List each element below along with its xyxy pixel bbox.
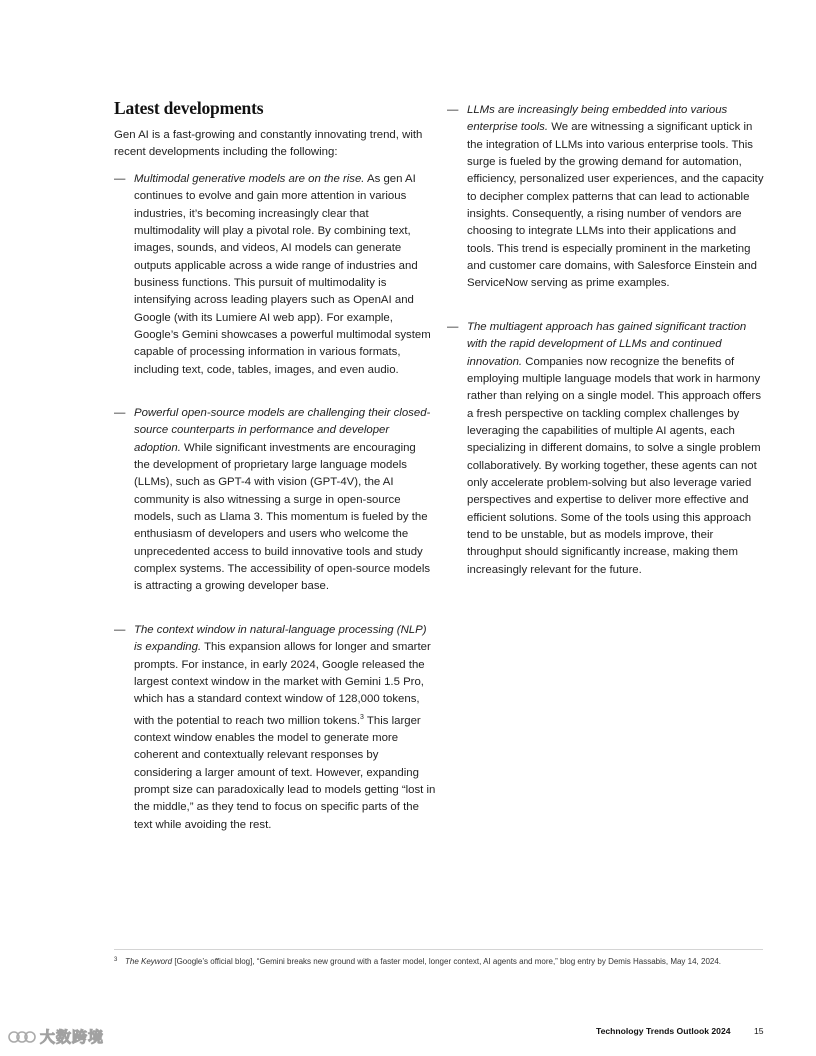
section-heading: Latest developments: [114, 98, 264, 118]
bullet-body: Companies now recognize the benefits of employing multiple language models that work in harmony rather than relying on a single model. This approach offers a fresh perspective on tackling complex challenges by leveraging the capabilities of multiple AI agents, each specializing in different domains, to solve a single problem collaboratively. By working together, these agents can not only accelerate problem-solving but also leverage varied perspectives and expertise to deliver more effective and efficient solutions. Some of the tools using this approach tend to be unstable, but as models improve, their throughput should significantly increase, making them increasingly relevant for the future.: [467, 355, 762, 576]
footnote-divider: [114, 949, 763, 950]
publication-title: Technology Trends Outlook 2024: [596, 1026, 731, 1036]
bullet-lead: Multimodal generative models are on the rise.: [134, 173, 365, 185]
bullet-lead: The multiagent approach has gained significant traction with the rapid development of LLMs and continued innovation.: [467, 321, 747, 368]
bullet-enterprise-tools: [447, 102, 765, 293]
bullet-dash: —: [447, 321, 459, 333]
bullet-open-source: [114, 405, 434, 596]
footnote-text: [Google’s official blog], “Gemini breaks new ground with a faster model, longer context, AI agents and more,” blog entry by Demis Hassabis, May 14, 2024.: [172, 957, 722, 966]
page-number: 15: [754, 1026, 764, 1036]
bullet-dash: —: [114, 624, 126, 636]
footnote-source: The Keyword: [125, 957, 173, 966]
footnote: [114, 956, 754, 967]
bullet-lead: Powerful open-source models are challenging their closed-source counterparts in performance and developer adoption.: [134, 407, 431, 454]
bullet-multiagent: [447, 319, 765, 579]
bullet-body: We are witnessing a significant uptick in the integration of LLMs into various enterprise tools. This surge is fueled by the growing demand for automation, efficiency, personalized user experiences, and the capacity to decipher complex patterns that can lead to actionable insights. Consequently, a rising number of vendors are choosing to integrate LLMs into their applications and tools. This trend is especially prominent in the marketing and customer care domains, with Salesforce Einstein and ServiceNow serving as prime examples.: [467, 121, 764, 290]
bullet-dash: —: [447, 104, 459, 116]
bullet-body: While significant investments are encouraging the development of proprietary large language models (LLMs), such as GPT-4 with vision (GPT-4V), the AI community is also witnessing a surge in open-source models, such as Llama 3. This momentum is fueled by the enthusiasm of developers and users who welcome the unprecedented access to build innovative tools and study complex systems. The accessibility of open-source models is attracting a growing developer base.: [134, 441, 431, 593]
watermark-logo-icon: [8, 1028, 36, 1046]
bullet-lead: The context window in natural-language processing (NLP) is expanding.: [134, 624, 427, 654]
bullet-dash: —: [114, 173, 126, 185]
bullet-context-window: [114, 622, 436, 834]
watermark: [8, 1026, 104, 1047]
section-intro: Gen AI is a fast-growing and constantly innovating trend, with recent developments including the following:: [114, 129, 423, 159]
footnote-reference[interactable]: 3: [360, 713, 364, 721]
bullet-body: This expansion allows for longer and smarter prompts. For instance, in early 2024, Google released the largest context window in the market with Gemini 1.5 Pro, which has a standard context window of 128,000 tokens, with the potential to reach two million tokens.: [134, 641, 431, 727]
bullet-lead: LLMs are increasingly being embedded into various enterprise tools.: [467, 104, 728, 134]
bullet-body: As gen AI continues to evolve and gain more attention in various industries, it’s becoming increasingly clear that multimodality will play a pivotal role. By combining text, images, sounds, and videos, AI models can generate outputs applicable across a wide range of industries and business functions. This pursuit of multimodality is intensifying across leading players such as OpenAI and Google (with its Lumiere AI web app). For example, Google’s Gemini showcases a powerful multimodal system capable of processing information in various formats, including text, code, tables, images, and even audio.: [134, 173, 431, 376]
watermark-text: 大数跨境: [40, 1029, 105, 1046]
bullet-body-continued: This larger context window enables the model to generate more coherent and contextually relevant responses by considering a larger amount of text. However, expanding prompt size can paradoxically lead to models getting “lost in the middle,” as they tend to focus on specific parts of the text while avoiding the rest.: [134, 714, 436, 831]
bullet-multimodal: [114, 171, 434, 379]
footnote-number: 3: [114, 957, 118, 963]
bullet-dash: —: [114, 407, 126, 419]
